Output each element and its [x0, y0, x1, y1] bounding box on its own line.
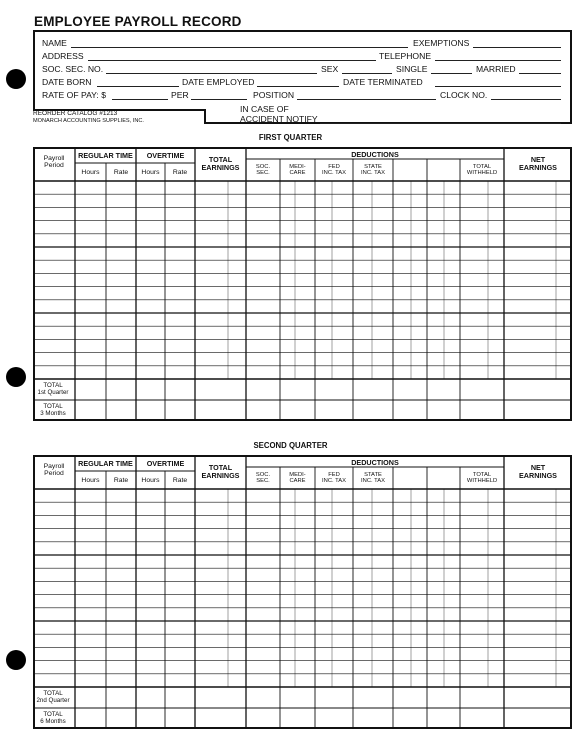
deductions-header: DEDUCTIONS: [351, 150, 399, 159]
publisher: MONARCH ACCOUNTING SUPPLIES, INC.: [33, 117, 144, 124]
total-withheld-header: TOTAL: [472, 164, 492, 170]
regular-time-header: REGULAR TIME: [78, 151, 133, 160]
date-employed-field[interactable]: [257, 77, 339, 87]
table-grid: [33, 455, 573, 729]
telephone-field[interactable]: [435, 51, 561, 61]
soc-sec-header-2: SEC.: [256, 478, 270, 484]
total-earnings-header: TOTAL: [208, 463, 233, 472]
fed-tax-header: FED: [328, 472, 340, 478]
total-earnings-header-2: EARNINGS: [201, 163, 240, 172]
state-tax-header: STATE: [364, 164, 382, 170]
date-terminated-label: DATE TERMINATED: [343, 77, 423, 87]
fed-tax-header: FED: [328, 164, 340, 170]
position-label: POSITION: [253, 90, 295, 100]
fed-tax-header-2: INC. TAX: [322, 478, 346, 484]
state-tax-header: STATE: [364, 472, 382, 478]
address-label: ADDRESS: [42, 51, 84, 61]
net-earnings-header: NET: [530, 155, 546, 164]
exemptions-field[interactable]: [473, 38, 561, 48]
rate-header: Rate: [113, 477, 129, 484]
telephone-label: TELEPHONE: [379, 51, 432, 61]
total-withheld-header-2: WITHHELD: [466, 170, 498, 176]
deductions-header: DEDUCTIONS: [351, 458, 399, 467]
in-case-of-label: IN CASE OF: [240, 104, 289, 114]
clock-no-field[interactable]: [491, 90, 561, 100]
name-label: NAME: [42, 38, 67, 48]
address-field[interactable]: [88, 51, 376, 61]
cumulative-total-label-2: 3 Months: [40, 410, 66, 417]
medicare-header: MEDI-: [289, 164, 306, 170]
row-dates: [42, 77, 571, 89]
hours-header: Hours: [81, 477, 100, 484]
total-earnings-header: TOTAL: [208, 155, 233, 164]
clock-no-label: CLOCK NO.: [440, 90, 488, 100]
overtime-hours-header: Hours: [141, 169, 160, 176]
fed-tax-header-2: INC. TAX: [322, 170, 346, 176]
catalog-info: [33, 111, 144, 124]
binder-hole: [6, 367, 26, 387]
sex-label: SEX: [321, 64, 339, 74]
row-pay: [42, 90, 571, 102]
soc-sec-header: SOC.: [255, 472, 271, 478]
binder-hole: [6, 69, 26, 89]
medicare-header-2: CARE: [289, 170, 306, 176]
row-name: [42, 38, 571, 50]
medicare-header: MEDI-: [289, 472, 306, 478]
per-label: PER: [171, 90, 189, 100]
first-quarter-title: FIRST QUARTER: [258, 133, 323, 142]
married-label: MARRIED: [476, 64, 516, 74]
row-ssn: [42, 64, 571, 76]
state-tax-header-2: INC. TAX: [361, 170, 385, 176]
net-earnings-header: NET: [530, 463, 546, 472]
overtime-header: OVERTIME: [146, 151, 185, 160]
overtime-hours-header: Hours: [141, 477, 160, 484]
date-employed-label: DATE EMPLOYED: [182, 77, 255, 87]
payroll-header: Payroll: [43, 463, 65, 470]
cumulative-total-label: TOTAL: [43, 403, 63, 410]
total-withheld-header: TOTAL: [472, 472, 492, 478]
regular-time-header: REGULAR TIME: [78, 459, 133, 468]
accident-notify-field[interactable]: [320, 114, 561, 124]
per-field[interactable]: [191, 90, 247, 100]
net-earnings-header-2: EARNINGS: [519, 163, 557, 172]
second-quarter-table: [33, 455, 573, 729]
hours-header: Hours: [81, 169, 100, 176]
date-born-label: DATE BORN: [42, 77, 92, 87]
single-label: SINGLE: [396, 64, 428, 74]
name-field[interactable]: [71, 38, 408, 48]
position-field[interactable]: [297, 90, 436, 100]
net-earnings-header-2: EARNINGS: [519, 471, 557, 480]
overtime-header: OVERTIME: [146, 459, 185, 468]
cumulative-total-label: TOTAL: [43, 711, 63, 718]
total-withheld-header-2: WITHHELD: [466, 478, 498, 484]
single-field[interactable]: [431, 64, 472, 74]
rate-of-pay-label: RATE OF PAY: $: [42, 90, 106, 100]
second-quarter-title: SECOND QUARTER: [253, 441, 328, 450]
total-earnings-header-2: EARNINGS: [201, 471, 240, 480]
row-address: [42, 51, 571, 63]
exemptions-label: EXEMPTIONS: [413, 38, 470, 48]
quarter-total-label-2: 2nd Quarter: [36, 697, 70, 704]
quarter-total-label: TOTAL: [43, 382, 63, 389]
overtime-rate-header: Rate: [172, 477, 188, 484]
quarter-total-label-2: 1st Quarter: [37, 389, 69, 396]
date-born-field[interactable]: [97, 77, 179, 87]
cumulative-total-label-2: 6 Months: [40, 718, 66, 725]
rate-of-pay-field[interactable]: [112, 90, 168, 100]
sex-field[interactable]: [342, 64, 392, 74]
date-terminated-field[interactable]: [435, 77, 561, 87]
ssn-label: SOC. SEC. NO.: [42, 64, 104, 74]
soc-sec-header-2: SEC.: [256, 170, 270, 176]
married-field[interactable]: [519, 64, 561, 74]
period-header: Period: [44, 162, 64, 169]
quarter-total-label: TOTAL: [43, 690, 63, 697]
ssn-field[interactable]: [106, 64, 317, 74]
catalog-number: REORDER CATALOG #1213: [33, 110, 118, 117]
form-title: EMPLOYEE PAYROLL RECORD: [34, 14, 242, 29]
state-tax-header-2: INC. TAX: [361, 478, 385, 484]
binder-hole: [6, 650, 26, 670]
table-grid: [33, 147, 573, 421]
overtime-rate-header: Rate: [172, 169, 188, 176]
period-header: Period: [44, 470, 64, 477]
first-quarter-table: [33, 147, 573, 421]
medicare-header-2: CARE: [289, 478, 306, 484]
rate-header: Rate: [113, 169, 129, 176]
payroll-header: Payroll: [43, 155, 65, 162]
accident-notify-label: ACCIDENT NOTIFY: [240, 114, 318, 124]
soc-sec-header: SOC.: [255, 164, 271, 170]
